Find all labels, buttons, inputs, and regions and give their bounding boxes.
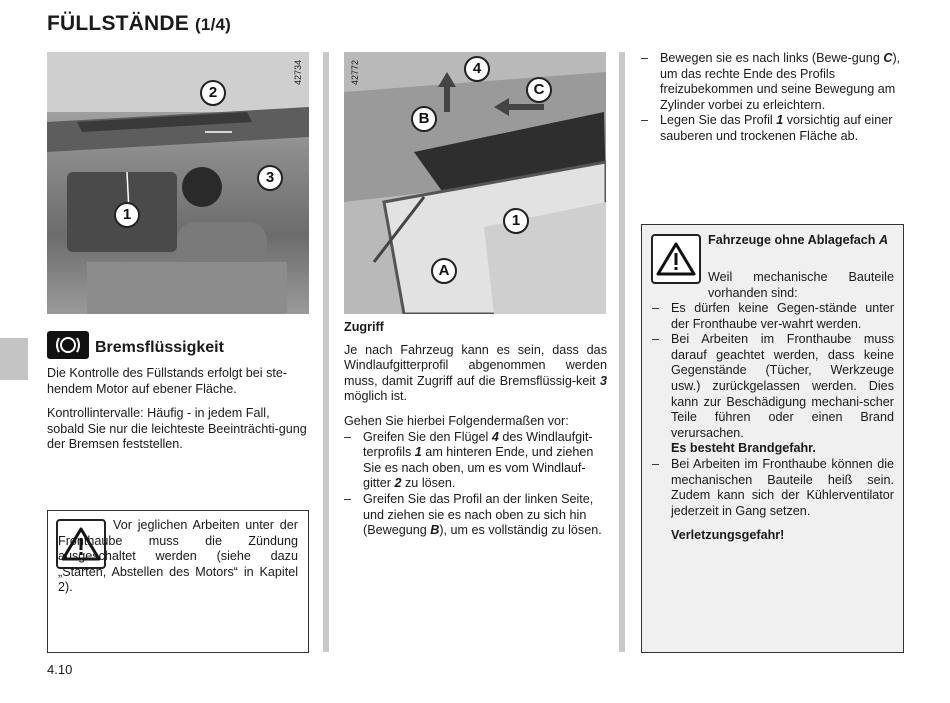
brake-text: [47, 366, 309, 462]
ignition-warning-text: Vor jeglichen Arbeiten unter der Fronthaube muss die Zündung ausgeschaltet werden (siehe dazu „Starten, Abstellen des Motors“ in Kapitel 2).: [58, 518, 298, 595]
page-title-sub: (1/4): [195, 15, 232, 34]
callout-4: 4: [464, 56, 490, 82]
procedure-step-3: – Bewegen sie es nach links (Bewe-gung C), um das rechte Ende des Profils freizubekommen und seine Bewegung am Zylinder vorbei zu erleichtern.: [641, 51, 901, 112]
storage-warning-item-1: – Es dürfen keine Gegen-stände unter der Fronthaube ver-wahrt werden.: [652, 301, 894, 331]
brake-warning-icon: [47, 331, 89, 359]
callout-1: 1: [114, 202, 140, 228]
callout-b: B: [411, 106, 437, 132]
storage-warning-intro: Weil mechanische Bauteile vorhanden sind:: [708, 270, 894, 300]
access-paragraph: Je nach Fahrzeug kann es sein, dass das Windlaufgitterprofil abgenommen werden muss, damit Zugriff auf die Bremsflüssig-keit 3 möglich ist.: [344, 342, 607, 404]
callout-a: A: [431, 258, 457, 284]
right-column: [641, 51, 904, 145]
injury-warning: Verletzungsgefahr!: [671, 528, 785, 543]
callout-3: 3: [257, 165, 283, 191]
storage-warning-item-3: – Bei Arbeiten im Fronthaube können die mechanischen Bauteile heiß sein. Zudem kann sich der Kühlerventilator jederzeit in Gang setzen.: [652, 456, 894, 518]
page-number: 4.10: [47, 662, 73, 677]
chapter-tab: [0, 338, 28, 380]
procedure-intro: Gehen Sie hierbei Folgendermaßen vor:: [344, 413, 569, 428]
engine-bay-photo: [47, 52, 309, 314]
brake-fluid-heading: [47, 331, 224, 359]
middle-column: [344, 320, 607, 539]
callout-2: 2: [200, 80, 226, 106]
trunk-photo: [344, 52, 606, 314]
callout-1b: 1: [503, 208, 529, 234]
procedure-step-4: – Legen Sie das Profil 1 vorsichtig auf einer sauberen und trockenen Fläche ab.: [641, 113, 893, 143]
procedure-step-1: – Greifen Sie den Flügel 4 des Windlaufgit-terprofils 1 am hinteren Ende, und ziehen Sie es nach oben, um es vom Windlauf-gitter 2 zu lösen.: [344, 429, 594, 491]
brake-paragraph-1: Die Kontrolle des Füllstands erfolgt bei ste-hendem Motor auf ebener Fläche.: [47, 366, 288, 396]
figure-ref-number: 42734: [293, 60, 303, 86]
trunk-illustration: [344, 52, 606, 314]
access-heading: Zugriff: [344, 320, 384, 334]
storage-warning-list: [652, 301, 894, 544]
column-divider-left: [323, 52, 329, 652]
procedure-step-2: – Greifen Sie das Profil an der linken Seite, und ziehen sie es nach oben zu sich hin (Bewegung B), um es vollständig zu lösen.: [344, 491, 602, 538]
storage-warning-item-2: – Bei Arbeiten im Fronthaube muss darauf geachtet werden, dass keine Gegenstände (Tücher, Werkzeuge usw.) zurückgelassen werden. Dies kann zur Beschädigung mechani-scher Teile führen oder einen Brand verursachen. Es besteht Brandgefahr.: [652, 332, 894, 456]
page-title: FÜLLSTÄNDE (1/4): [47, 12, 232, 35]
brake-paragraph-2: Kontrollintervalle: Häufig - in jedem Fall, sobald Sie nur die leichteste Beeinträchti-gung der Bremsen feststellen.: [47, 406, 307, 452]
figure-ref-number-2: 42772: [350, 60, 360, 86]
storage-warning-box: [641, 224, 904, 653]
storage-warning-title: Fahrzeuge ohne Ablagefach A: [708, 233, 889, 247]
column-divider-right: [619, 52, 625, 652]
brake-fluid-title: Bremsflüssigkeit: [95, 339, 224, 356]
callout-c: C: [526, 77, 552, 103]
warning-triangle-icon-2: [651, 234, 701, 284]
ignition-warning-box: [47, 510, 309, 653]
